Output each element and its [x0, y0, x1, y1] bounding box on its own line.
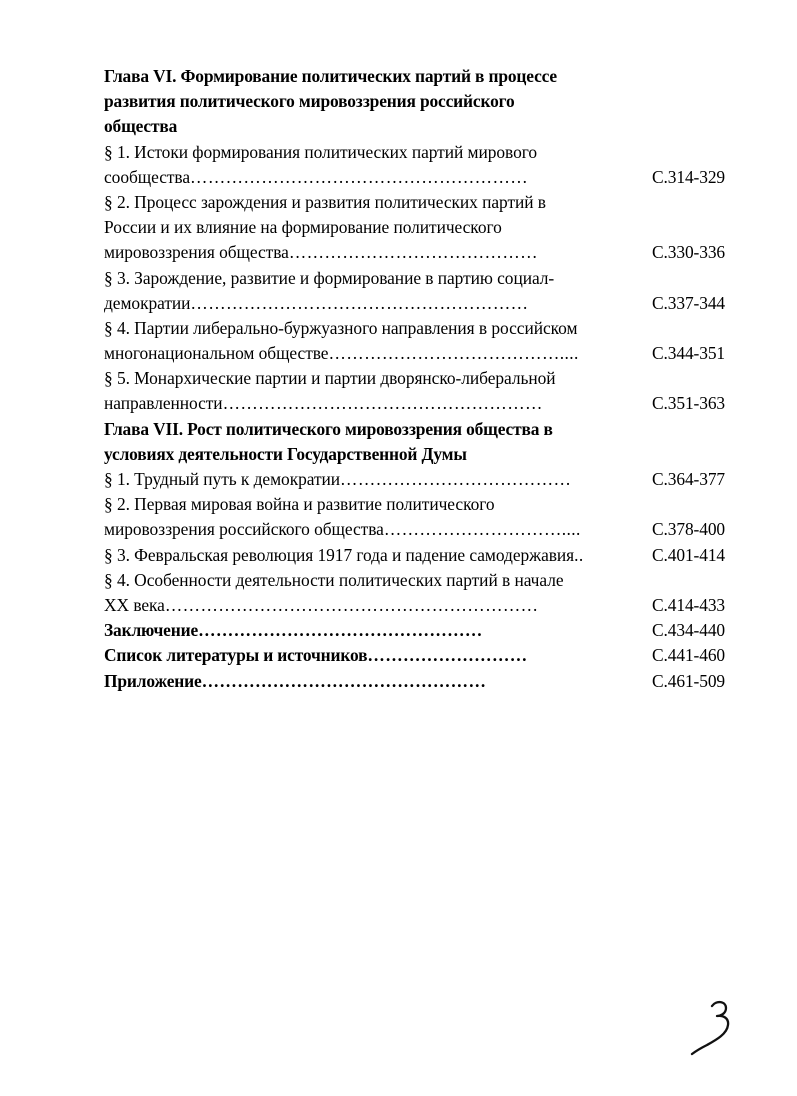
toc-entry-title: России и их влияние на формирование политического	[104, 217, 502, 238]
toc-line	[104, 442, 724, 467]
toc-line	[104, 190, 724, 215]
toc-line	[104, 593, 724, 618]
dot-leader: …………………………………………	[198, 620, 483, 641]
toc-entry-title: направленности	[104, 393, 223, 414]
toc-line	[104, 266, 724, 291]
toc-page-number: С.344-351	[652, 343, 726, 364]
toc-line	[104, 316, 724, 341]
toc-entry-title: мировоззрения российского общества	[104, 519, 384, 540]
toc-entry-title: Список литературы и источников	[104, 645, 368, 666]
toc-page-number: С.337-344	[652, 292, 726, 313]
toc-entry-title: § 4. Особенности деятельности политических партий в начале	[104, 569, 564, 590]
toc-line	[104, 291, 724, 316]
toc-page-number: С.351-363	[652, 393, 726, 414]
toc-entry-title: общества	[104, 116, 178, 137]
toc-page-number: С.461-509	[652, 670, 726, 691]
toc-entry-title: § 1. Трудный путь к демократии	[104, 469, 341, 489]
toc-entry-title: § 3. Зарождение, развитие и формирование в партию социал-	[104, 267, 555, 288]
toc-line	[104, 215, 724, 240]
toc-entry-title: Глава VII. Рост политического мировоззрения общества в	[104, 418, 553, 439]
toc-line	[104, 543, 724, 568]
toc-page-number: С.414-433	[652, 594, 726, 615]
dot-leader: …………………………....	[383, 519, 581, 540]
dot-leader: ………………………………………………………	[164, 594, 539, 615]
toc-line	[104, 417, 724, 442]
dot-leader: ……………………………………	[288, 242, 538, 263]
toc-entry-title: § 2. Первая мировая война и развитие политического	[104, 494, 495, 515]
toc-line	[104, 391, 724, 416]
toc-page-number: С.401-414	[652, 544, 726, 565]
toc-entry-title: условиях деятельности Государственной Думы	[104, 443, 467, 464]
dot-leader: …………………………………....	[328, 343, 579, 364]
toc-entry-title: Приложение	[104, 670, 202, 691]
dot-leader: …………………………………………………	[190, 292, 529, 313]
toc-entry-title: многонациональном обществе	[104, 343, 329, 364]
toc-entry-title: Заключение	[104, 620, 199, 641]
toc-entry-title: § 3. Февральская революция 1917 года и падение самодержавия	[104, 544, 575, 565]
toc-line	[104, 89, 724, 114]
toc-page-number: С.441-460	[652, 645, 726, 666]
dot-leader: ………………………	[367, 645, 528, 666]
dot-leader: ………………………………………………	[222, 393, 543, 414]
toc-page-number: С.364-377	[652, 469, 726, 489]
toc-line	[104, 643, 724, 668]
toc-page-number: С.434-440	[652, 620, 726, 641]
toc-line	[104, 140, 724, 165]
toc-entry-title: демократии	[104, 292, 191, 313]
toc-line	[104, 64, 724, 89]
toc-page-number: С.314-329	[652, 166, 726, 187]
toc-entry-title: § 2. Процесс зарождения и развития политических партий в	[104, 191, 546, 212]
toc-line	[104, 114, 724, 139]
toc-line	[104, 341, 724, 366]
toc-entry-title: сообщества	[104, 166, 191, 187]
toc-line	[104, 492, 724, 517]
toc-entry-title: § 1. Истоки формирования политических партий мирового	[104, 141, 538, 162]
toc-entry-title: § 5. Монархические партии и партии дворянско-либеральной	[104, 368, 556, 389]
toc-entry-title: XX века	[104, 594, 165, 615]
dot-leader: …………………………………………………	[190, 166, 529, 187]
toc-line	[104, 669, 724, 694]
toc-line	[104, 517, 724, 542]
toc-entry-title: мировоззрения общества	[104, 242, 289, 263]
toc-page-number: С.330-336	[652, 242, 726, 263]
toc-line	[104, 568, 724, 593]
toc-entry-title: развития политического мировоззрения российского	[104, 91, 515, 112]
toc-entry-title: § 4. Партии либерально-буржуазного направления в российском	[104, 317, 578, 338]
toc-line	[104, 240, 724, 265]
toc-line	[104, 165, 724, 190]
handwritten-folio-mark	[676, 988, 756, 1068]
toc-page-number: С.378-400	[652, 519, 726, 540]
toc-line	[104, 366, 724, 391]
dot-leader: …………………………………	[340, 469, 572, 489]
dot-leader: ..	[574, 544, 584, 565]
toc-line	[104, 618, 724, 643]
toc-line	[104, 467, 724, 492]
table-of-contents	[104, 64, 724, 694]
dot-leader: …………………………………………	[201, 670, 487, 691]
toc-entry-title: Глава VI. Формирование политических партий в процессе	[104, 66, 557, 86]
